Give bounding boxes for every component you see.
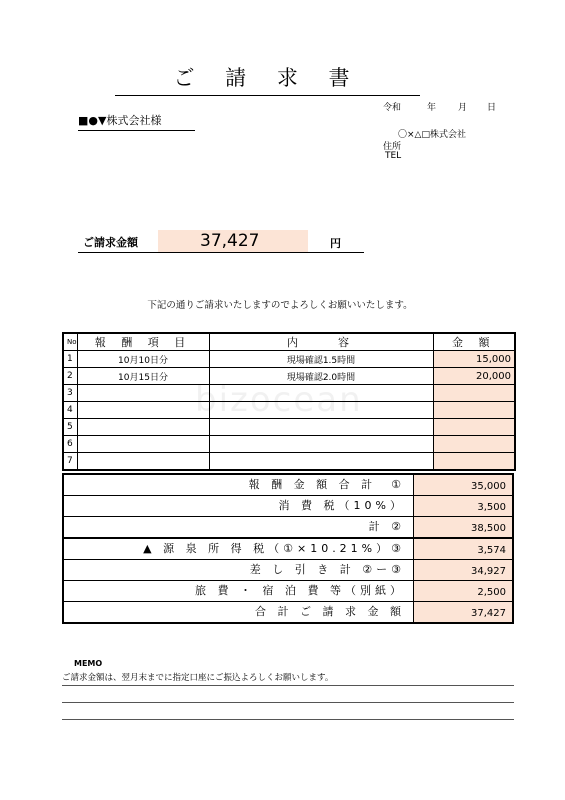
row-no: 2: [63, 368, 77, 385]
summary-row: [64, 602, 512, 622]
summary-label: 旅 費 ・ 宿 泊 費 等（別紙）: [64, 581, 414, 601]
issuer-company: 〇×△□株式会社: [398, 130, 466, 140]
row-amount: [433, 402, 515, 419]
row-amount: 15,000: [433, 351, 515, 368]
table-row: [63, 351, 515, 368]
summary-value: 3,574: [414, 539, 512, 559]
row-no: 7: [63, 453, 77, 471]
row-item: 10月15日分: [77, 368, 209, 385]
summary-row: [64, 475, 512, 496]
notice-text: 下記の通りご請求いたしますのでよろしくお願いいたします。: [147, 300, 413, 311]
amount-underline: [78, 252, 364, 253]
row-item: [77, 453, 209, 471]
issuer-address-label: 住所: [383, 142, 402, 152]
row-item: [77, 419, 209, 436]
total-amount-value: 37,427: [158, 230, 308, 252]
row-content: 現場確認1.5時間: [209, 351, 433, 368]
table-row: [63, 368, 515, 385]
table-row: [63, 385, 515, 402]
row-content: [209, 402, 433, 419]
summary-label: 計 ②: [64, 517, 414, 537]
header-no: No.: [63, 333, 77, 351]
row-content: [209, 419, 433, 436]
row-content: 現場確認2.0時間: [209, 368, 433, 385]
items-table: [62, 332, 516, 471]
summary-label: 報 酬 金 額 合 計 ①: [64, 475, 414, 495]
row-amount: [433, 436, 515, 453]
memo-line: [62, 719, 514, 720]
summary-value: 2,500: [414, 581, 512, 601]
table-row: [63, 419, 515, 436]
summary-label: ▲ 源 泉 所 得 税（①×10.21%）③: [64, 539, 414, 559]
client-name: ■●▼株式会社様: [78, 112, 195, 131]
row-no: 1: [63, 351, 77, 368]
summary-label: 差 し 引 き 計 ②ー③: [64, 560, 414, 580]
header-item: 報 酬 項 目: [77, 333, 209, 351]
header-amount: 金 額: [433, 333, 515, 351]
header-content: 内 容: [209, 333, 433, 351]
watermark: bizocean: [195, 380, 363, 420]
memo-line: [62, 702, 514, 703]
table-row: [63, 436, 515, 453]
table-row: [63, 453, 515, 471]
memo-text: ご請求金額は、翌月末までに指定口座にご振込よろしくお願いします。: [62, 673, 334, 683]
issuer-tel-label: TEL: [385, 151, 402, 161]
row-no: 3: [63, 385, 77, 402]
total-amount-unit: 円: [330, 237, 341, 250]
row-amount: [433, 419, 515, 436]
summary-label: 合 計 ご 請 求 金 額: [64, 602, 414, 622]
total-amount-label: ご請求金額: [83, 236, 138, 249]
row-item: [77, 402, 209, 419]
summary-value: 3,500: [414, 496, 512, 516]
summary-row: [64, 581, 512, 602]
row-item: [77, 436, 209, 453]
summary-value: 34,927: [414, 560, 512, 580]
summary-row: [64, 496, 512, 517]
summary-block-subtotal: [62, 473, 514, 539]
row-content: [209, 385, 433, 402]
summary-label: 消 費 税（10%）: [64, 496, 414, 516]
summary-row: [64, 560, 512, 581]
row-item: 10月10日分: [77, 351, 209, 368]
table-row: [63, 402, 515, 419]
summary-value: 35,000: [414, 475, 512, 495]
row-amount: 20,000: [433, 368, 515, 385]
row-no: 4: [63, 402, 77, 419]
row-content: [209, 453, 433, 471]
summary-value: 37,427: [414, 602, 512, 622]
document-title: ご 請 求 書: [115, 62, 420, 96]
table-header-row: [63, 333, 515, 351]
date-year: 年: [427, 103, 437, 113]
row-no: 6: [63, 436, 77, 453]
row-amount: [433, 453, 515, 471]
summary-row: [64, 539, 512, 560]
row-item: [77, 385, 209, 402]
row-amount: [433, 385, 515, 402]
summary-value: 38,500: [414, 517, 512, 537]
date-day: 日: [487, 103, 497, 113]
memo-line: [62, 685, 514, 686]
date-era: 令和: [383, 103, 402, 113]
date-month: 月: [458, 103, 468, 113]
row-content: [209, 436, 433, 453]
memo-title: MEMO: [74, 659, 103, 668]
summary-block-total: [62, 537, 514, 624]
summary-row: [64, 517, 512, 537]
row-no: 5: [63, 419, 77, 436]
